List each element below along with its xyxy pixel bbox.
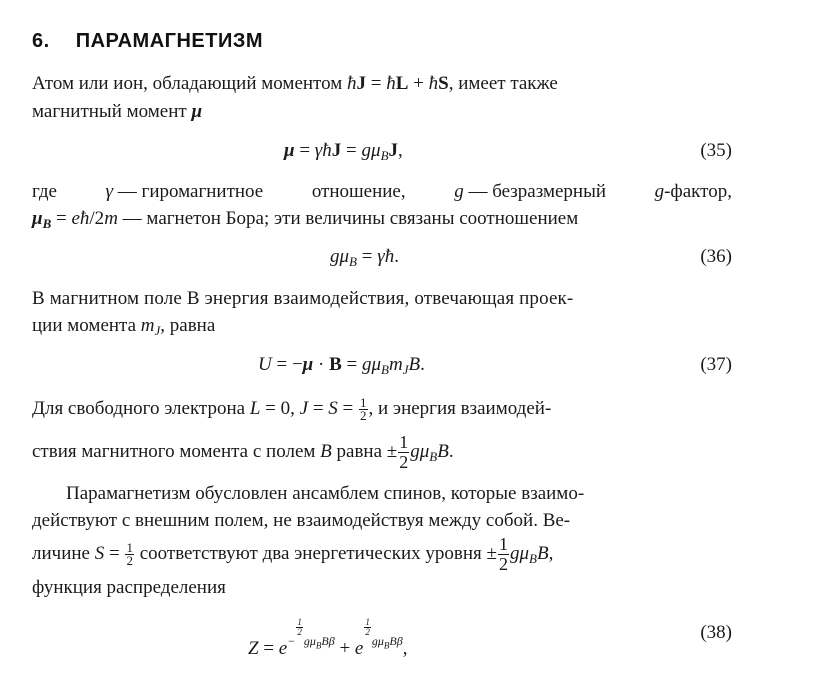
equation-36-number: (36) bbox=[700, 246, 732, 267]
paragraph-2-line-2: $\mu_B$ = eħ/2m — магнетон Бора; эти величины связаны соотношением bbox=[32, 208, 579, 231]
paragraph-4-line-2: ствия магнитного момента с полем B равна ± $\frac{1}{2}$ $g\mu_BB$. bbox=[32, 432, 454, 473]
section-title: ПАРАМАГНЕТИЗМ bbox=[75, 30, 264, 52]
equation-38-number: (38) bbox=[700, 622, 732, 643]
paragraph-5-line-3: личине S = $\frac{1}{2}$ соответствуют два энергетических уровня ± $\frac{1}{2}$ $g\mu_BB$, bbox=[32, 534, 554, 575]
equation-38-body: $Z = e^{- \frac{1}{2} g\mu_BB\beta} + e$ $^{\frac{1}{2} g\mu_BB\beta}$, bbox=[248, 617, 408, 659]
paragraph-5-line-2: действуют с внешним полем, не взаимодействуя между собой. Ве- bbox=[32, 510, 571, 531]
paragraph-3-line-2: ции момента $m_J$, равна bbox=[32, 315, 216, 338]
equation-35-body: μ = γħJ = $g\mu_BJ$, bbox=[284, 140, 403, 163]
paragraph-4-line-1: Для свободного электрона L = 0, J = S = $\frac{1}{2}$ , и энергия взаимодей- bbox=[32, 395, 552, 424]
paragraph-5-line-4: функция распределения bbox=[32, 577, 226, 598]
paragraph-3-line-1: В магнитном поле B энергия взаимодействия, отвечающая проек- bbox=[32, 288, 574, 309]
paragraph-1-line-1: Атом или ион, обладающий моментом ħJ = ħL + ħS, имеет также bbox=[32, 73, 558, 94]
paragraph-1-line-2: магнитный момент μ bbox=[32, 101, 203, 122]
equation-37-number: (37) bbox=[700, 354, 732, 375]
equation-38 bbox=[32, 617, 732, 659]
equation-37-body: $U = -\mu \cdot B = g\mu_Bm_JB$. bbox=[258, 354, 425, 377]
equation-35-number: (35) bbox=[700, 140, 732, 161]
equation-36 bbox=[32, 242, 732, 272]
paragraph-2-line-1: где γ — гиромагнитное отношение, g — безразмерный g-фактор, bbox=[32, 181, 732, 202]
equation-35 bbox=[32, 136, 732, 166]
equation-37 bbox=[32, 350, 732, 380]
paragraph-5-line-1: Парамагнетизм обусловлен ансамблем спинов, которые взаимо- bbox=[66, 483, 585, 504]
section-number: 6. bbox=[32, 30, 50, 52]
equation-36-body: $g\mu_B$ = γħ. bbox=[330, 246, 399, 269]
section-heading bbox=[32, 30, 263, 53]
